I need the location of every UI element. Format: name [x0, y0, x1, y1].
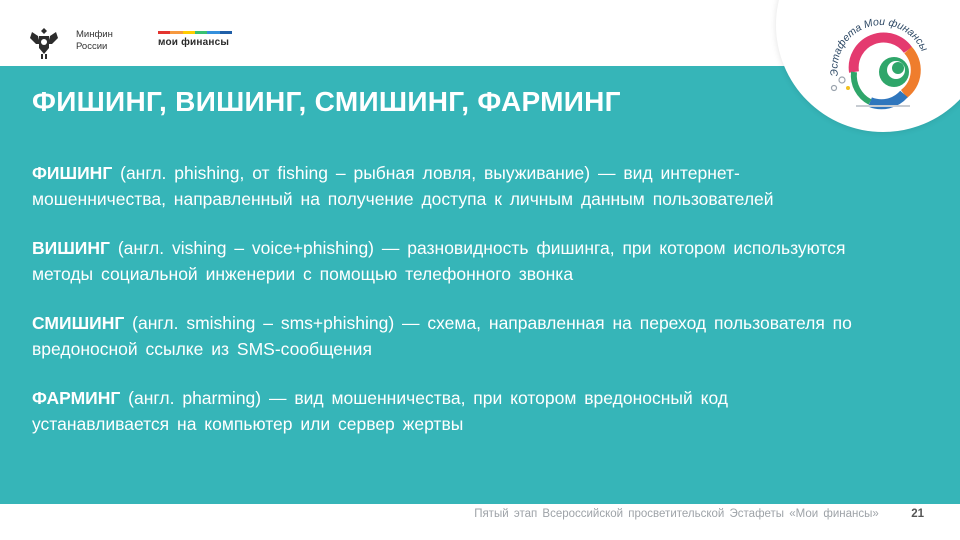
footer-caption — [474, 508, 924, 520]
ministry-line-2: России — [76, 41, 108, 52]
term-vishing — [32, 235, 872, 287]
badge-text-path: Эстафета Мои финансы — [828, 16, 931, 77]
brand-color-segment — [207, 31, 219, 34]
term-name: ФИШИНГ — [32, 163, 113, 183]
term-definition: (англ. vishing – voice+phishing) — разновидность фишинга, при котором используются методы социальной инженерии с помощью телефонного звонка — [32, 238, 846, 284]
term-definition: (англ. pharming) — вид мошенничества, при котором вредоносный код устанавливается на компьютер или сервер жертвы — [32, 388, 729, 434]
term-definition: (англ. phishing, от fishing – рыбная ловля, выуживание) — вид интернет-мошенничества, направленный на получение доступа к личным данным пользователей — [32, 163, 774, 209]
slide-title: ФИШИНГ, ВИШИНГ, СМИШИНГ, ФАРМИНГ — [32, 86, 621, 117]
brand-color-segment — [195, 31, 207, 34]
coat-of-arms-icon — [24, 22, 64, 62]
brand-color-segment — [158, 31, 170, 34]
brand-logo-text: мои финансы — [158, 37, 230, 48]
relay-badge-logo-icon — [812, 6, 944, 118]
ministry-logo-text — [76, 29, 113, 53]
brand-color-segment — [220, 31, 232, 34]
term-smishing — [32, 310, 872, 362]
brand-color-bar — [158, 31, 232, 34]
term-name: ВИШИНГ — [32, 238, 110, 258]
footer-text: Пятый этап Всероссийской просветительской Эстафеты «Мои финансы» — [474, 508, 879, 520]
brand-color-segment — [183, 31, 195, 34]
term-definition: (англ. smishing – sms+phishing) — схема, направленная на переход пользователя по вредоносной ссылке из SMS-сообщения — [32, 313, 852, 359]
term-phishing — [32, 160, 872, 212]
term-name: СМИШИНГ — [32, 313, 125, 333]
page-number: 21 — [911, 508, 924, 520]
term-name: ФАРМИНГ — [32, 388, 121, 408]
brand-color-segment — [170, 31, 182, 34]
ministry-line-1: Минфин — [76, 29, 113, 40]
definitions-list — [32, 160, 872, 460]
term-pharming — [32, 385, 872, 437]
